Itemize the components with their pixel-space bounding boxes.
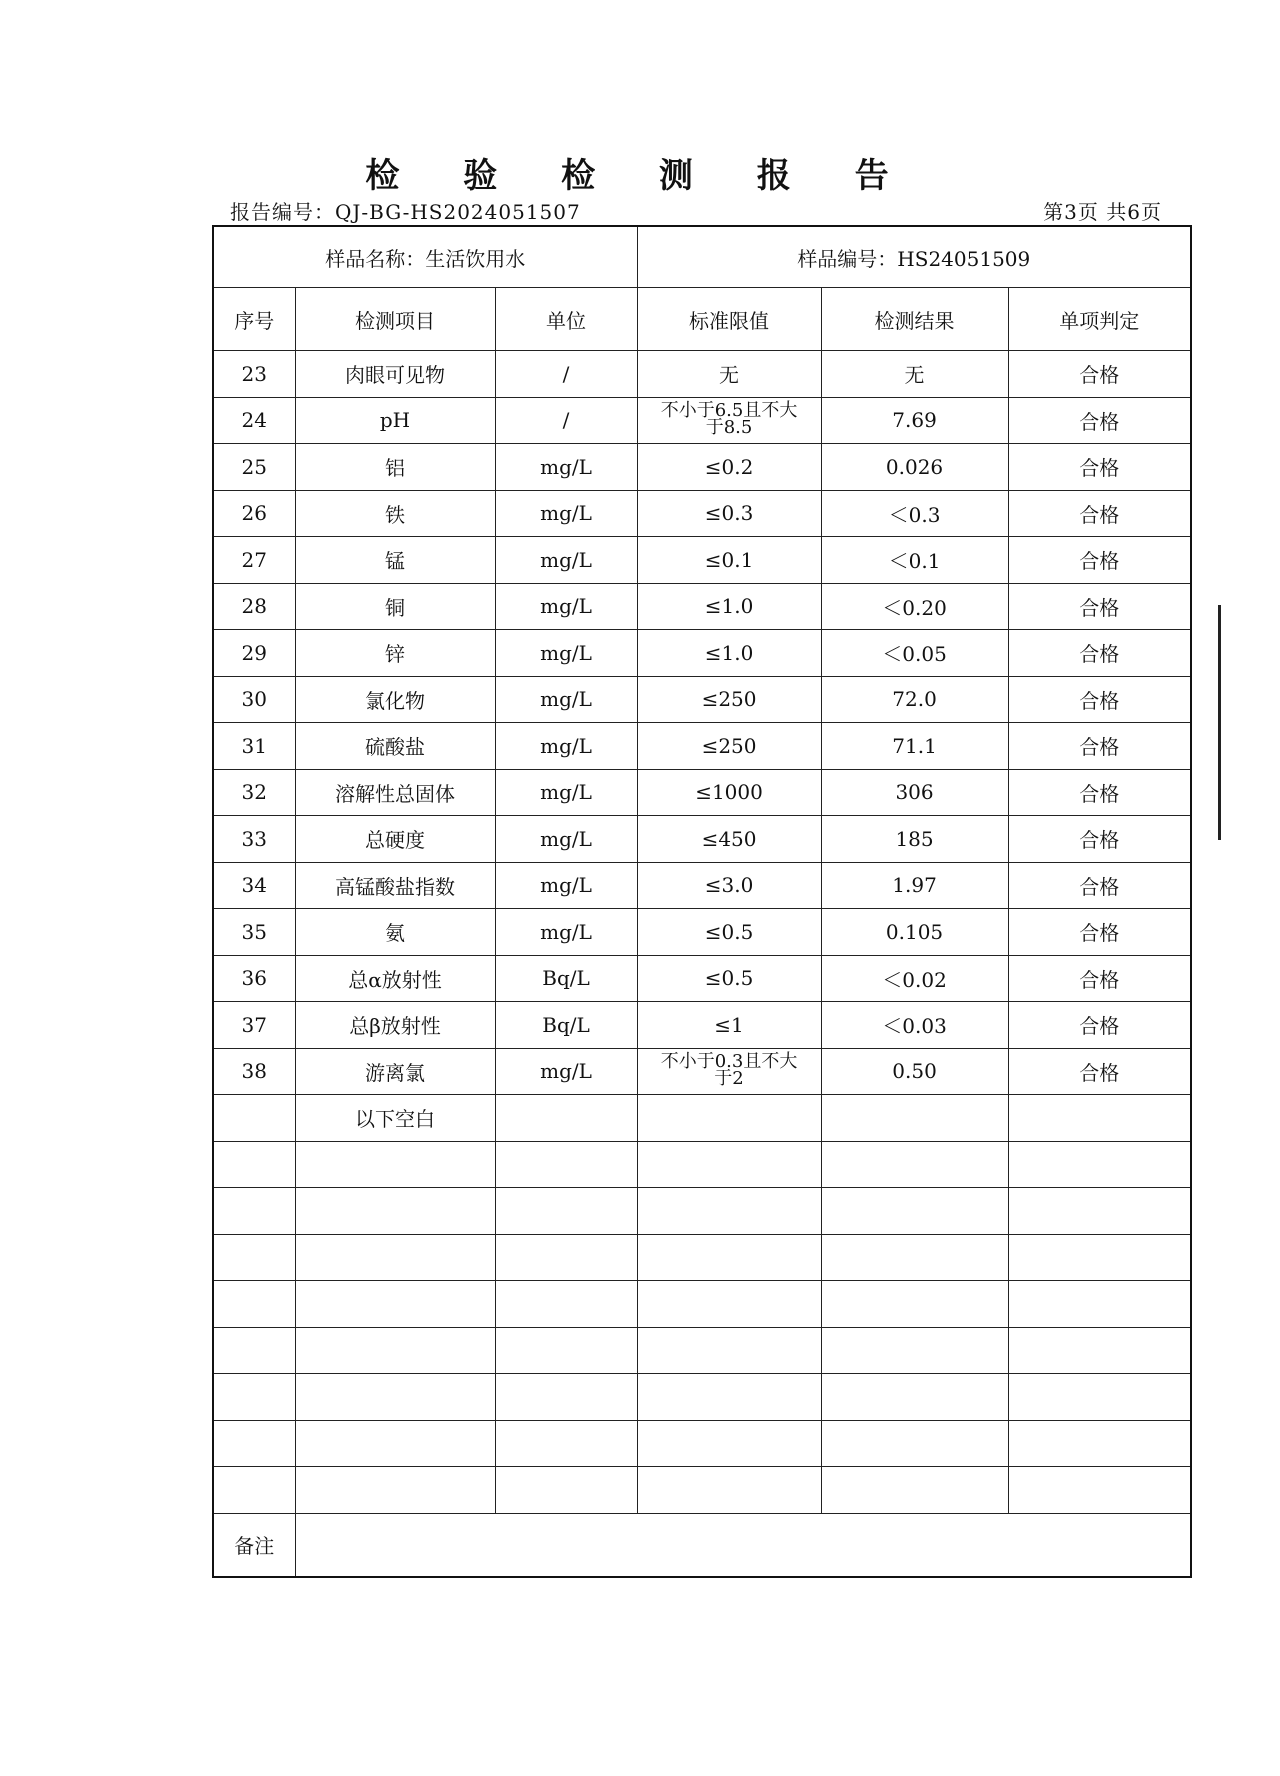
standard-limit: ≤1.0 — [637, 630, 821, 677]
verdict — [1008, 1234, 1191, 1281]
table-row — [213, 955, 1191, 1002]
test-result: ＜0.3 — [821, 490, 1008, 537]
results-table — [212, 225, 1192, 1578]
test-result: 185 — [821, 816, 1008, 863]
standard-limit — [637, 1234, 821, 1281]
unit: Bq/L — [495, 955, 637, 1002]
test-item: 以下空白 — [295, 1095, 495, 1142]
document-title: 检 验 检 测 报 告 — [365, 156, 915, 196]
row-number: 25 — [213, 444, 295, 491]
standard-limit: 无 — [637, 351, 821, 398]
verdict: 合格 — [1008, 816, 1191, 863]
unit: Bq/L — [495, 1002, 637, 1049]
unit: mg/L — [495, 723, 637, 770]
test-item: 铝 — [295, 444, 495, 491]
test-result: ＜0.1 — [821, 537, 1008, 584]
verdict: 合格 — [1008, 769, 1191, 816]
test-result — [821, 1095, 1008, 1142]
unit — [495, 1234, 637, 1281]
standard-limit: ≤0.5 — [637, 909, 821, 956]
unit: mg/L — [495, 676, 637, 723]
test-result: ＜0.20 — [821, 583, 1008, 630]
standard-limit: ≤3.0 — [637, 862, 821, 909]
row-number — [213, 1095, 295, 1142]
test-item: 游离氯 — [295, 1048, 495, 1095]
row-number: 23 — [213, 351, 295, 398]
test-result — [821, 1327, 1008, 1374]
table-row — [213, 862, 1191, 909]
remark-row — [213, 1513, 1191, 1577]
unit: mg/L — [495, 490, 637, 537]
table-row — [213, 1141, 1191, 1188]
table-row — [213, 630, 1191, 677]
verdict — [1008, 1141, 1191, 1188]
row-number: 35 — [213, 909, 295, 956]
column-header: 检测项目 — [295, 288, 495, 351]
test-result: 0.50 — [821, 1048, 1008, 1095]
unit: mg/L — [495, 769, 637, 816]
table-row — [213, 444, 1191, 491]
verdict: 合格 — [1008, 909, 1191, 956]
sample-info-row — [213, 226, 1191, 288]
unit: / — [495, 397, 637, 444]
test-item — [295, 1188, 495, 1235]
table-row — [213, 1095, 1191, 1142]
standard-limit: ≤1.0 — [637, 583, 821, 630]
table-row — [213, 816, 1191, 863]
row-number: 27 — [213, 537, 295, 584]
verdict: 合格 — [1008, 583, 1191, 630]
test-result: 无 — [821, 351, 1008, 398]
row-number: 32 — [213, 769, 295, 816]
table-row — [213, 583, 1191, 630]
remark-label: 备注 — [213, 1513, 295, 1577]
unit: mg/L — [495, 583, 637, 630]
test-result — [821, 1188, 1008, 1235]
row-number: 28 — [213, 583, 295, 630]
sample-code: 样品编号：HS24051509 — [637, 226, 1191, 288]
page-info: 第3页 共6页 — [1043, 200, 1162, 224]
unit: mg/L — [495, 862, 637, 909]
test-result: ＜0.05 — [821, 630, 1008, 677]
test-result: 71.1 — [821, 723, 1008, 770]
table-row — [213, 1048, 1191, 1095]
verdict — [1008, 1095, 1191, 1142]
seal-stamp — [1218, 605, 1261, 840]
row-number: 33 — [213, 816, 295, 863]
row-number: 29 — [213, 630, 295, 677]
table-row — [213, 1374, 1191, 1421]
test-result — [821, 1141, 1008, 1188]
verdict — [1008, 1327, 1191, 1374]
test-item: 铜 — [295, 583, 495, 630]
unit — [495, 1281, 637, 1328]
standard-limit: ≤1 — [637, 1002, 821, 1049]
unit: mg/L — [495, 444, 637, 491]
standard-limit: ≤250 — [637, 723, 821, 770]
table-row — [213, 351, 1191, 398]
standard-limit: ≤0.3 — [637, 490, 821, 537]
row-number: 37 — [213, 1002, 295, 1049]
verdict: 合格 — [1008, 351, 1191, 398]
table-row — [213, 397, 1191, 444]
test-item — [295, 1281, 495, 1328]
verdict: 合格 — [1008, 630, 1191, 677]
table-row — [213, 723, 1191, 770]
test-item — [295, 1467, 495, 1514]
test-result: 72.0 — [821, 676, 1008, 723]
remark-value — [295, 1513, 1191, 1577]
row-number: 36 — [213, 955, 295, 1002]
test-item: 锰 — [295, 537, 495, 584]
verdict: 合格 — [1008, 537, 1191, 584]
verdict: 合格 — [1008, 444, 1191, 491]
unit — [495, 1327, 637, 1374]
table-row — [213, 1281, 1191, 1328]
row-number — [213, 1467, 295, 1514]
verdict — [1008, 1420, 1191, 1467]
table-row — [213, 1234, 1191, 1281]
test-item: 硫酸盐 — [295, 723, 495, 770]
verdict: 合格 — [1008, 862, 1191, 909]
table-row — [213, 676, 1191, 723]
standard-limit-text: 不小于6.5且不大于8.5 — [660, 400, 798, 439]
test-result: 7.69 — [821, 397, 1008, 444]
row-number: 38 — [213, 1048, 295, 1095]
test-item: 锌 — [295, 630, 495, 677]
row-number — [213, 1420, 295, 1467]
column-header: 序号 — [213, 288, 295, 351]
table-row — [213, 909, 1191, 956]
unit — [495, 1141, 637, 1188]
verdict: 合格 — [1008, 1048, 1191, 1095]
test-item — [295, 1420, 495, 1467]
standard-limit: ≤0.5 — [637, 955, 821, 1002]
unit — [495, 1467, 637, 1514]
standard-limit — [637, 1467, 821, 1514]
test-item: 铁 — [295, 490, 495, 537]
test-item — [295, 1327, 495, 1374]
row-number — [213, 1374, 295, 1421]
sample-name: 样品名称：生活饮用水 — [213, 226, 637, 288]
test-result: ＜0.03 — [821, 1002, 1008, 1049]
test-item: 氯化物 — [295, 676, 495, 723]
standard-limit: ≤0.1 — [637, 537, 821, 584]
unit — [495, 1420, 637, 1467]
column-header: 单位 — [495, 288, 637, 351]
test-item: 总α放射性 — [295, 955, 495, 1002]
standard-limit: ≤0.2 — [637, 444, 821, 491]
unit: mg/L — [495, 816, 637, 863]
column-header: 标准限值 — [637, 288, 821, 351]
verdict — [1008, 1374, 1191, 1421]
table-row — [213, 769, 1191, 816]
verdict — [1008, 1188, 1191, 1235]
test-item: 肉眼可见物 — [295, 351, 495, 398]
unit: mg/L — [495, 1048, 637, 1095]
test-item: 氨 — [295, 909, 495, 956]
verdict: 合格 — [1008, 397, 1191, 444]
verdict: 合格 — [1008, 676, 1191, 723]
unit: mg/L — [495, 630, 637, 677]
row-number: 34 — [213, 862, 295, 909]
column-header-row — [213, 288, 1191, 351]
test-item: 总硬度 — [295, 816, 495, 863]
verdict — [1008, 1281, 1191, 1328]
table-row — [213, 490, 1191, 537]
standard-limit: ≤250 — [637, 676, 821, 723]
column-header: 检测结果 — [821, 288, 1008, 351]
standard-limit-text: 不小于0.3且不大于2 — [660, 1051, 798, 1090]
unit — [495, 1188, 637, 1235]
row-number — [213, 1234, 295, 1281]
standard-limit — [637, 1095, 821, 1142]
verdict: 合格 — [1008, 955, 1191, 1002]
standard-limit — [637, 1188, 821, 1235]
row-number: 30 — [213, 676, 295, 723]
standard-limit — [637, 1141, 821, 1188]
table-row — [213, 537, 1191, 584]
row-number — [213, 1327, 295, 1374]
test-result: 0.026 — [821, 444, 1008, 491]
unit: mg/L — [495, 537, 637, 584]
test-item: 溶解性总固体 — [295, 769, 495, 816]
standard-limit — [637, 1327, 821, 1374]
test-result — [821, 1281, 1008, 1328]
test-item: pH — [295, 397, 495, 444]
column-header: 单项判定 — [1008, 288, 1191, 351]
standard-limit: ≤450 — [637, 816, 821, 863]
table-row — [213, 1420, 1191, 1467]
standard-limit — [637, 1374, 821, 1421]
standard-limit — [637, 1281, 821, 1328]
test-item — [295, 1141, 495, 1188]
table-row — [213, 1188, 1191, 1235]
row-number: 26 — [213, 490, 295, 537]
test-item — [295, 1234, 495, 1281]
unit — [495, 1095, 637, 1142]
verdict: 合格 — [1008, 723, 1191, 770]
test-result — [821, 1374, 1008, 1421]
test-result: ＜0.02 — [821, 955, 1008, 1002]
row-number: 31 — [213, 723, 295, 770]
test-result: 306 — [821, 769, 1008, 816]
row-number: 24 — [213, 397, 295, 444]
table-row — [213, 1327, 1191, 1374]
standard-limit — [637, 1048, 821, 1095]
verdict: 合格 — [1008, 1002, 1191, 1049]
standard-limit — [637, 1420, 821, 1467]
test-result — [821, 1467, 1008, 1514]
test-result: 0.105 — [821, 909, 1008, 956]
table-row — [213, 1467, 1191, 1514]
unit: / — [495, 351, 637, 398]
table-row — [213, 1002, 1191, 1049]
standard-limit: ≤1000 — [637, 769, 821, 816]
test-item: 高锰酸盐指数 — [295, 862, 495, 909]
test-result — [821, 1234, 1008, 1281]
standard-limit — [637, 397, 821, 444]
row-number — [213, 1141, 295, 1188]
unit — [495, 1374, 637, 1421]
test-result: 1.97 — [821, 862, 1008, 909]
report-number: 报告编号：QJ-BG-HS2024051507 — [230, 200, 581, 224]
unit: mg/L — [495, 909, 637, 956]
test-result — [821, 1420, 1008, 1467]
test-item: 总β放射性 — [295, 1002, 495, 1049]
row-number — [213, 1281, 295, 1328]
verdict — [1008, 1467, 1191, 1514]
row-number — [213, 1188, 295, 1235]
verdict: 合格 — [1008, 490, 1191, 537]
test-item — [295, 1374, 495, 1421]
